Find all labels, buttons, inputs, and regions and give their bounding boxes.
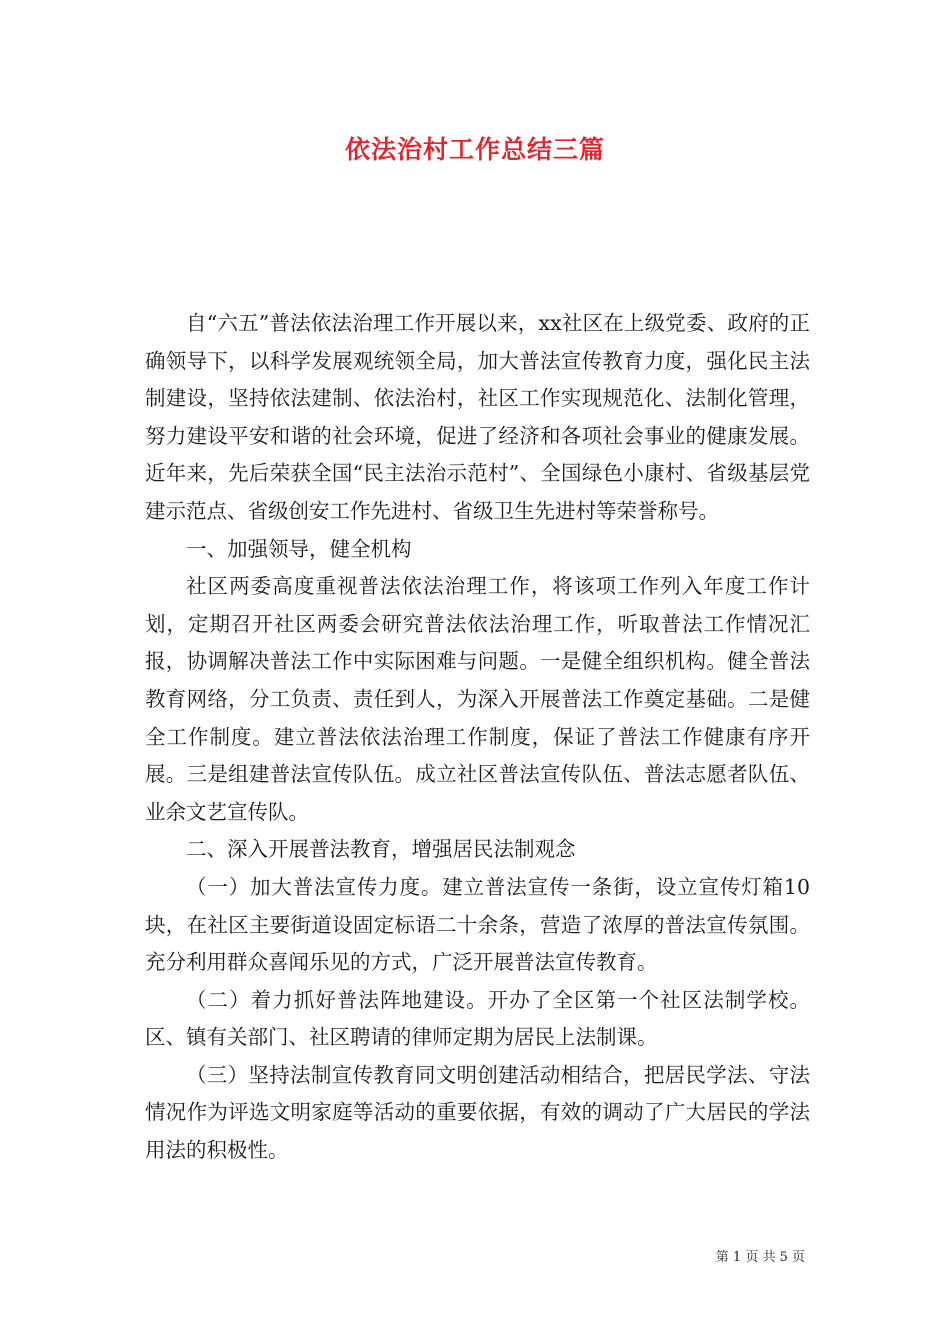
section-heading-2: 二、深入开展普法教育，增强居民法制观念 xyxy=(186,837,576,862)
paragraph-item-1: （一）加大普法宣传力度。建立普法宣传一条街，设立宣传灯箱10块，在社区主要街道设固定标语二十余条，营造了浓厚的普法宣传氛围。充分利用群众喜闻乐见的方式，广泛开展普法宣传教育。 xyxy=(145,874,810,975)
paragraph-item-3: （三）坚持法制宣传教育同文明创建活动相结合，把居民学法、守法情况作为评选文明家庭等活动的重要依据，有效的调动了广大居民的学法用法的积极性。 xyxy=(145,1062,810,1163)
document-title: 依法治村工作总结三篇 xyxy=(344,135,605,164)
paragraph-intro: 自“六五”普法依法治理工作开展以来，xx社区在上级党委、政府的正确领导下，以科学发展观统领全局，加大普法宣传教育力度，强化民主法制建设，坚持依法建制、依法治村，社区工作实现规范化、法制化管理，努力建设平安和谐的社会环境，促进了经济和各项社会事业的健康发展。近年来，先后荣获全国“民主法治示范村”、全国绿色小康村、省级基层党建示范点、省级创安工作先进村、省级卫生先进村等荣誉称号。 xyxy=(145,311,810,523)
page-number-footer: 第 1 页 共 5 页 xyxy=(715,1250,805,1265)
section-heading-1: 一、加强领导，健全机构 xyxy=(186,536,412,561)
document-body xyxy=(145,305,810,1170)
paragraph-section-1: 社区两委高度重视普法依法治理工作，将该项工作列入年度工作计划，定期召开社区两委会研究普法依法治理工作，听取普法工作情况汇报，协调解决普法工作中实际困难与问题。一是健全组织机构。健全普法教育网络，分工负责、责任到人，为深入开展普法工作奠定基础。二是健全工作制度。建立普法依法治理工作制度，保证了普法工作健康有序开展。三是组建普法宣传队伍。成立社区普法宣传队伍、普法志愿者队伍、业余文艺宣传队。 xyxy=(145,574,810,824)
paragraph-item-2: （二）着力抓好普法阵地建设。开办了全区第一个社区法制学校。区、镇有关部门、社区聘请的律师定期为居民上法制课。 xyxy=(145,987,810,1050)
